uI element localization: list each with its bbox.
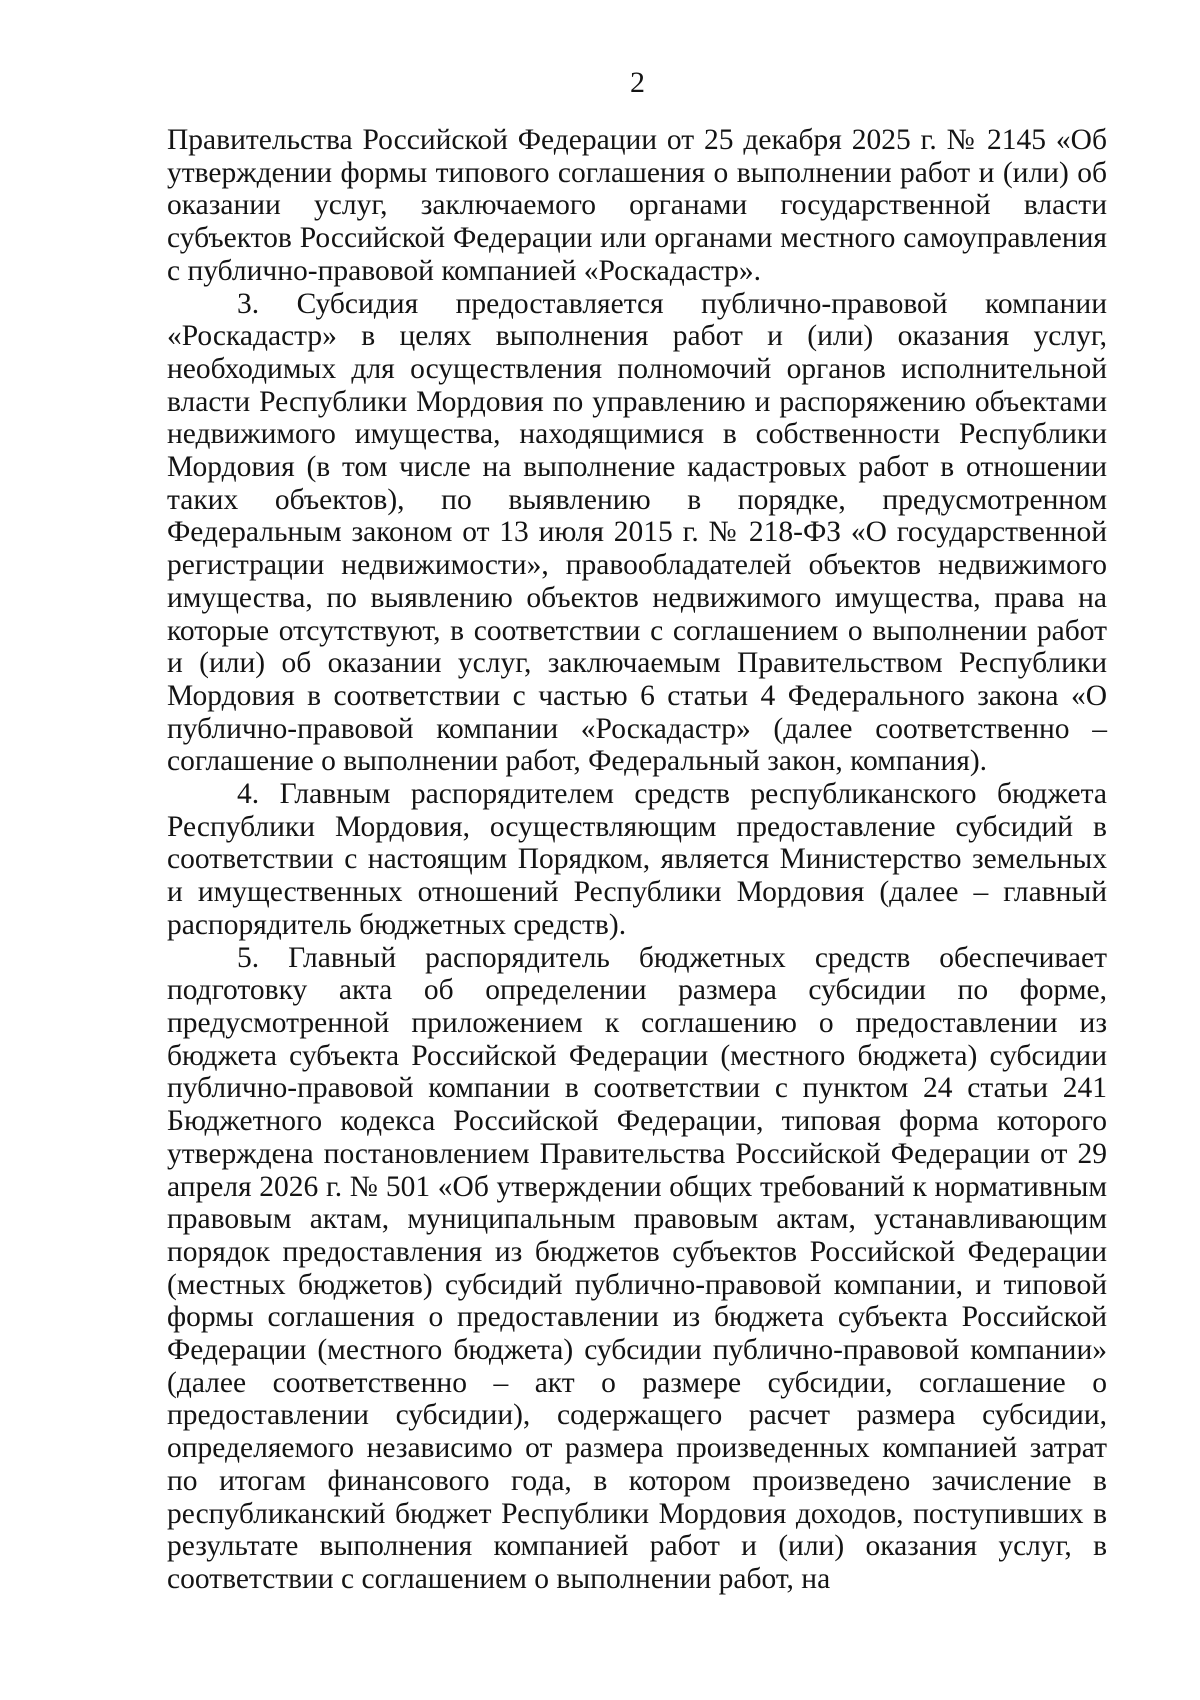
paragraph-item-4: 4. Главным распорядителем средств республиканского бюджета Республики Мордовия, осуществляющим предоставление субсидий в соответствии с настоящим Порядком, является Министерство земельных и имущественных отношений Республики Мордовия (далее – главный распорядитель бюджетных средств). — [167, 778, 1107, 941]
document-body — [167, 124, 1107, 1596]
paragraph-item-5: 5. Главный распорядитель бюджетных средств обеспечивает подготовку акта об определении размера субсидии по форме, предусмотренной приложением к соглашению о предоставлении из бюджета субъекта Российской Федерации (местного бюджета) субсидии публично-правовой компании в соответствии с пунктом 24 статьи 241 Бюджетного кодекса Российской Федерации, типовая форма которого утверждена постановлением Правительства Российской Федерации от 29 апреля 2026 г. № 501 «Об утверждении общих требований к нормативным правовым актам, муниципальным правовым актам, устанавливающим порядок предоставления из бюджетов субъектов Российской Федерации (местных бюджетов) субсидий публично-правовой компании, и типовой формы соглашения о предоставлении из бюджета субъекта Российской Федерации (местного бюджета) субсидии публично-правовой компании» (далее соответственно – акт о размере субсидии, соглашение о предоставлении субсидии), содержащего расчет размера субсидии, определяемого независимо от размера произведенных компанией затрат по итогам финансового года, в котором произведено зачисление в республиканский бюджет Республики Мордовия доходов, поступивших в результате выполнения компанией работ и (или) оказания услуг, в соответствии с соглашением о выполнении работ, на — [167, 941, 1107, 1595]
page-number: 2 — [630, 66, 645, 99]
paragraph-continuation: Правительства Российской Федерации от 25 декабря 2025 г. № 2145 «Об утверждении формы типового соглашения о выполнении работ и (или) об оказании услуг, заключаемого органами государственной власти субъектов Российской Федерации или органами местного самоуправления с публично-правовой компанией «Роскадастр». — [167, 124, 1107, 287]
paragraph-item-3: 3. Субсидия предоставляется публично-правовой компании «Роскадастр» в целях выполнения работ и (или) оказания услуг, необходимых для осуществления полномочий органов исполнительной власти Республики Мордовия по управлению и распоряжению объектами недвижимого имущества, находящимися в собственности Республики Мордовия (в том числе на выполнение кадастровых работ в отношении таких объектов), по выявлению в порядке, предусмотренном Федеральным законом от 13 июля 2015 г. № 218-ФЗ «О государственной регистрации недвижимости», правообладателей объектов недвижимого имущества, по выявлению объектов недвижимого имущества, права на которые отсутствуют, в соответствии с соглашением о выполнении работ и (или) об оказании услуг, заключаемым Правительством Республики Мордовия в соответствии с частью 6 статьи 4 Федерального закона «О публично-правовой компании «Роскадастр» (далее соответственно – соглашение о выполнении работ, Федеральный закон, компания). — [167, 287, 1107, 778]
